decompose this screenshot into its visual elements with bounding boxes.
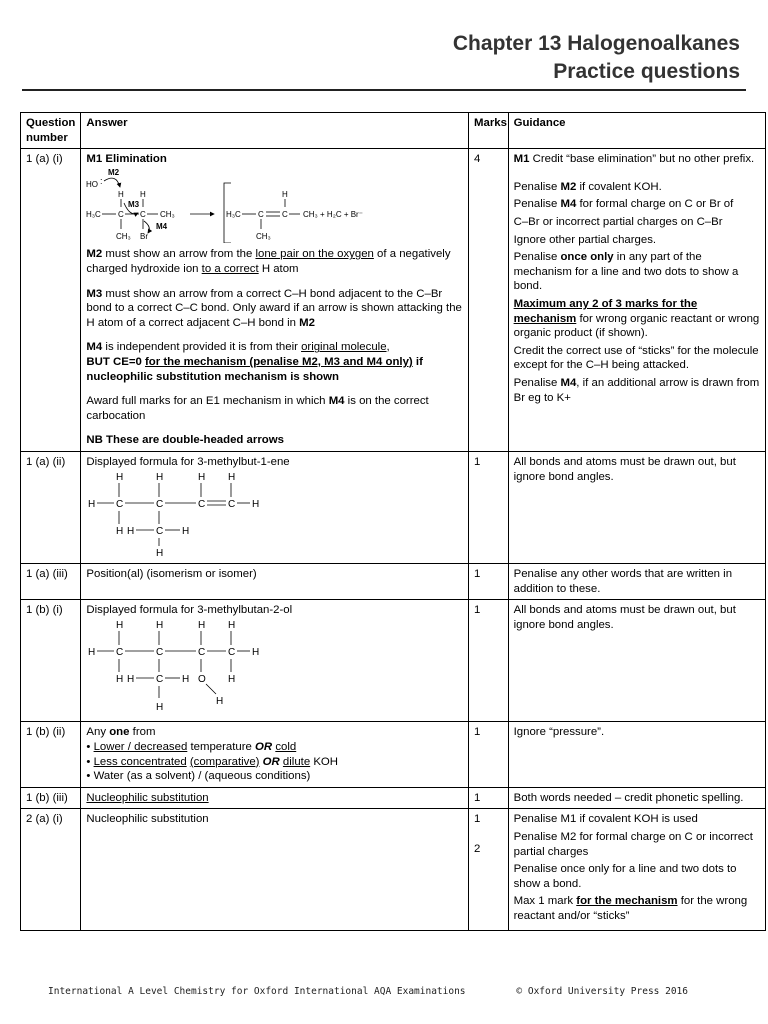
svg-text:C: C — [116, 498, 124, 510]
svg-text:H: H — [118, 189, 125, 199]
footer-publication: International A Level Chemistry for Oxford International AQA Examinations — [48, 986, 466, 997]
guidance-cell: Penalise M1 if covalent KOH is used Penalise M2 for formal charge on C or incorrect partial charges Penalise once only for a line and two dots to show a bond. Max 1 mark for the mechanism for the wrong reactant and/or “sticks” — [508, 809, 765, 930]
answer-cell: Position(al) (isomerism or isomer) — [81, 564, 469, 600]
svg-text:CH₃: CH₃ — [160, 209, 176, 219]
marks-cell: 1 — [469, 600, 509, 722]
footer-copyright: © Oxford University Press 2016 — [516, 986, 688, 997]
answer-cell: Any one from • Lower / decreased temperature OR cold • Less concentrated (comparative) OR dilute KOH • Water (as a solvent) / (aqueous conditions) — [81, 722, 469, 787]
page-header — [453, 30, 740, 86]
svg-text:H: H — [216, 695, 224, 707]
marks-cell: 1 2 — [469, 809, 509, 930]
guidance-cell: Ignore “pressure”. — [508, 722, 765, 787]
svg-text:H: H — [116, 525, 124, 537]
structure-3-methylbut-1-ene — [86, 470, 266, 556]
svg-text:H: H — [140, 189, 147, 199]
chapter-title: Chapter 13 Halogenoalkanes — [452, 32, 740, 55]
answer-cell: Displayed formula for 3-methylbutan-2-ol H H H H H C C C C H H H C H O H H H — [81, 600, 469, 722]
table-row — [21, 149, 766, 452]
marks-cell: 1 — [469, 451, 509, 563]
header-marks: Marks — [469, 113, 509, 149]
guidance-cell: All bonds and atoms must be drawn out, but ignore bond angles. — [508, 600, 765, 722]
question-number: 1 (a) (i) — [21, 149, 81, 452]
header-answer: Answer — [81, 113, 469, 149]
svg-text:H: H — [228, 471, 236, 483]
label-m4: M4 — [156, 221, 168, 231]
question-number: 2 (a) (i) — [21, 809, 81, 930]
svg-text:H: H — [116, 619, 124, 631]
svg-text:C: C — [228, 646, 236, 658]
svg-text:CH₃: CH₃ — [256, 231, 272, 241]
nb-note: NB These are double-headed arrows — [86, 434, 284, 447]
svg-text:H: H — [252, 646, 260, 658]
svg-text:H: H — [127, 673, 135, 685]
svg-text:C: C — [198, 498, 206, 510]
table-row — [21, 787, 766, 809]
svg-text:H: H — [156, 701, 164, 713]
svg-text:H: H — [282, 189, 289, 199]
svg-text:C: C — [156, 673, 164, 685]
answer-cell: Nucleophilic substitution — [81, 809, 469, 930]
marks-cell: 4 — [469, 149, 509, 452]
svg-text::: : — [100, 175, 103, 186]
marks-cell: 1 — [469, 564, 509, 600]
header-question: Question number — [21, 113, 81, 149]
svg-text:H: H — [156, 547, 164, 556]
marks-cell: 1 — [469, 787, 509, 809]
guidance-cell: Penalise any other words that are written in addition to these. — [508, 564, 765, 600]
table-row — [21, 809, 766, 930]
marks-cell: 1 — [469, 722, 509, 787]
svg-text:C: C — [198, 646, 206, 658]
label-hydroxide: HO — [86, 179, 99, 189]
svg-text:O: O — [198, 673, 207, 685]
label-m2: M2 — [108, 167, 120, 177]
table-row — [21, 722, 766, 787]
svg-text:H: H — [198, 619, 206, 631]
mark-scheme-table — [20, 112, 766, 931]
question-number: 1 (b) (iii) — [21, 787, 81, 809]
svg-text:C: C — [116, 646, 124, 658]
svg-text:C: C — [258, 209, 265, 219]
question-number: 1 (a) (ii) — [21, 451, 81, 563]
svg-text:C: C — [228, 498, 236, 510]
question-number: 1 (b) (ii) — [21, 722, 81, 787]
header-rule — [22, 89, 746, 91]
table-row — [21, 451, 766, 563]
svg-text:H: H — [116, 673, 124, 685]
guidance-cell: M1 Credit “base elimination” but no other prefix. Penalise M2 if covalent KOH. Penalise M4 for formal charge on C or Br of C–Br or incorrect partial charges on C–Br Ignore other partial charges. Penalise once only in any part of the mechanism for a line and two dots to show a bond. Maximum any 2 of 3 marks for the mechanism for wrong organic reactant or wrong organic product (if shown). Credit the correct use of “sticks” for the molecule except for the C–H being attacked. Penalise M4, if an additional arrow is drawn from Br eg to K+ — [508, 149, 765, 452]
answer-cell: Nucleophilic substitution — [81, 787, 469, 809]
svg-text:H₃C: H₃C — [226, 209, 242, 219]
svg-text:H: H — [88, 498, 96, 510]
guidance-cell: All bonds and atoms must be drawn out, but ignore bond angles. — [508, 451, 765, 563]
svg-text:C: C — [156, 646, 164, 658]
header-guidance: Guidance — [508, 113, 765, 149]
svg-text:C: C — [140, 209, 147, 219]
svg-text:H: H — [182, 525, 190, 537]
svg-text:H: H — [228, 673, 236, 685]
svg-text:C: C — [118, 209, 125, 219]
svg-text:H: H — [198, 471, 206, 483]
question-number: 1 (a) (iii) — [21, 564, 81, 600]
svg-text:H₃C: H₃C — [86, 209, 102, 219]
svg-text:H: H — [156, 619, 164, 631]
answer-cell: M1 Elimination M2 HO : H H M3 H₃C C C CH₃ CH₃ Br M4 H H₃C C C CH₃ + H₂C + Br⁻ CH₃ M2 must show an arrow from the lone pair on the oxygen of a negatively charged hydroxide ion to a correct H atom M3 must show an arrow from a correct C–H bond adjacent to the C–Br bond to a correct C–C bond. Only award if an arrow is shown attacking the H atom of a correct adjacent C–H bond in M2 M4 is independent provided it is from their original molecule, BUT CE=0 for the mechanism (penalise M2, M3 and M4 only) if nucleophilic substitution mechanism is shown Award full marks for an E1 mechanism in which M4 is on the correct carbocation NB These are double-headed arrows — [81, 149, 469, 452]
svg-text:H: H — [252, 498, 260, 510]
question-number: 1 (b) (i) — [21, 600, 81, 722]
svg-text:H: H — [182, 673, 190, 685]
table-header-row — [21, 113, 766, 149]
svg-text:CH₃ + H₂C + Br⁻: CH₃ + H₂C + Br⁻ — [303, 209, 364, 219]
elimination-mechanism-diagram — [86, 167, 448, 243]
svg-text:H: H — [116, 471, 124, 483]
svg-text:CH₃: CH₃ — [116, 231, 132, 241]
svg-text:C: C — [156, 525, 164, 537]
answer-cell: Displayed formula for 3-methylbut-1-ene H H H H H C C C C H H H C H H — [81, 451, 469, 563]
svg-text:H: H — [156, 471, 164, 483]
section-title: Practice questions — [553, 60, 740, 83]
structure-3-methylbutan-2-ol — [86, 618, 266, 714]
svg-text:Br: Br — [140, 231, 149, 241]
svg-text:H: H — [88, 646, 96, 658]
svg-text:C: C — [156, 498, 164, 510]
svg-text:H: H — [127, 525, 135, 537]
svg-text:H: H — [228, 619, 236, 631]
label-m3: M3 — [128, 199, 140, 209]
svg-text:C: C — [282, 209, 289, 219]
table-row — [21, 600, 766, 722]
table-row — [21, 564, 766, 600]
guidance-cell: Both words needed – credit phonetic spelling. — [508, 787, 765, 809]
